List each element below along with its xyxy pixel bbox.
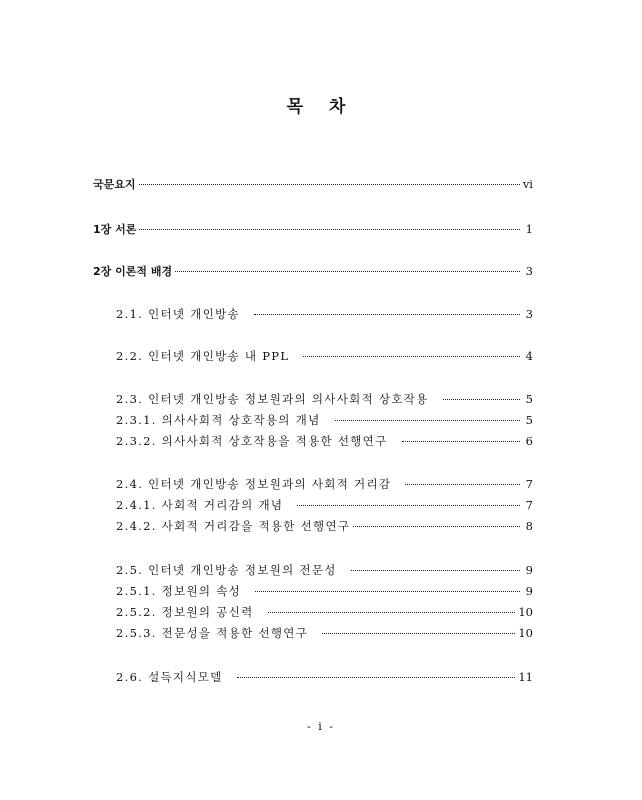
toc-entry-label: 2.4.1. 사회적 거리감의 개념: [116, 498, 284, 512]
toc-entry-page: 4: [525, 349, 533, 363]
dot-leader: [237, 677, 516, 678]
dot-leader: [139, 229, 520, 230]
toc-entry-2-5[interactable]: [116, 562, 533, 578]
dot-leader: [303, 356, 520, 357]
toc-entry-chapter-1[interactable]: [93, 221, 533, 237]
toc-entry-page: 1: [525, 222, 533, 236]
toc-entry-label: 2.4.2. 사회적 거리감을 적용한 선행연구: [116, 519, 351, 533]
dot-leader: [268, 612, 516, 613]
toc-entry-page: 8: [525, 519, 533, 533]
toc-entry-2-5-3[interactable]: [116, 625, 533, 641]
dot-leader: [175, 271, 520, 272]
toc-entry-page: 10: [518, 626, 533, 640]
toc-entry-label: 2.3. 인터넷 개인방송 정보원과의 의사사회적 상호작용: [116, 392, 429, 406]
toc-entry-2-4[interactable]: [116, 476, 533, 492]
toc-entry-page: 11: [518, 670, 533, 684]
dot-leader: [353, 526, 520, 527]
dot-leader: [402, 441, 521, 442]
toc-entry-page: 5: [525, 392, 533, 406]
toc-entry-label: 1장 서론: [93, 223, 137, 236]
toc-entry-label: 국문요지: [93, 178, 136, 191]
toc-entry-2-5-2[interactable]: [116, 604, 533, 620]
toc-entry-page: 7: [525, 477, 533, 491]
toc-entry-label: 2.6. 설득지식모델: [116, 670, 223, 684]
toc-entry-page: 6: [525, 434, 533, 448]
toc-entry-2-6[interactable]: [116, 669, 533, 685]
toc-entry-label: 2.4. 인터넷 개인방송 정보원과의 사회적 거리감: [116, 477, 392, 491]
toc-entry-page: 9: [525, 563, 533, 577]
page-title: 목 차: [286, 97, 356, 117]
toc-entry-2-5-1[interactable]: [116, 583, 533, 599]
toc-entry-2-3-1[interactable]: [116, 412, 533, 428]
toc-entry-page: vi: [522, 177, 533, 191]
dot-leader: [255, 591, 520, 592]
dot-leader: [405, 484, 520, 485]
toc-entry-2-4-2[interactable]: [116, 518, 533, 534]
toc-entry-label: 2장 이론적 배경: [93, 265, 173, 278]
toc-entry-2-1[interactable]: [116, 306, 533, 322]
toc-entry-label: 2.3.2. 의사사회적 상호작용을 적용한 선행연구: [116, 434, 388, 448]
page-number-footer: - i -: [307, 720, 335, 733]
dot-leader: [351, 570, 520, 571]
toc-entry-label: 2.2. 인터넷 개인방송 내 PPL: [116, 349, 290, 363]
toc-entry-label: 2.5. 인터넷 개인방송 정보원의 전문성: [116, 563, 337, 577]
toc-entry-label: 2.5.3. 전문성을 적용한 선행연구: [116, 626, 309, 640]
toc-entry-page: 10: [518, 605, 533, 619]
dot-leader: [139, 184, 520, 185]
toc-entry-label: 2.5.2. 정보원의 공신력: [116, 605, 254, 619]
toc-entry-2-2[interactable]: [116, 348, 533, 364]
dot-leader: [297, 505, 520, 506]
toc-entry-page: 3: [525, 264, 533, 278]
dot-leader: [443, 399, 520, 400]
toc-entry-page: 9: [525, 584, 533, 598]
toc-entry-2-3-2[interactable]: [116, 433, 533, 449]
toc-entry-page: 7: [525, 498, 533, 512]
toc-entry-abstract[interactable]: [93, 176, 533, 192]
toc-entry-label: 2.5.1. 정보원의 속성: [116, 584, 242, 598]
dot-leader: [322, 633, 515, 634]
toc-entry-2-3[interactable]: [116, 391, 533, 407]
toc-entry-2-4-1[interactable]: [116, 497, 533, 513]
toc-entry-label: 2.3.1. 의사사회적 상호작용의 개념: [116, 413, 321, 427]
toc-entry-page: 5: [525, 413, 533, 427]
toc-entry-page: 3: [525, 307, 533, 321]
dot-leader: [254, 314, 520, 315]
toc-entry-chapter-2[interactable]: [93, 263, 533, 279]
toc-entry-label: 2.1. 인터넷 개인방송: [116, 307, 240, 321]
dot-leader: [335, 420, 521, 421]
